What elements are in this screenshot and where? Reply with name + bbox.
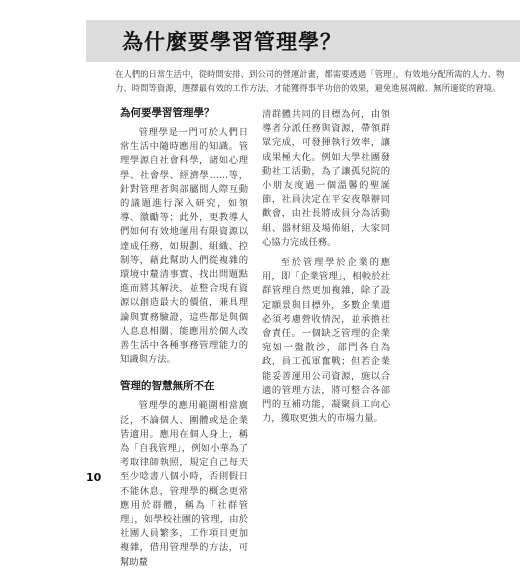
section-heading-why-learn: 為何要學習管理學？ (120, 107, 215, 119)
paragraph-business-management: 至於管理學於企業的應用，即「企業管理」，相較於社群管理自然更加複雜，除了設定願景與目標外，多數企業還必須考慮營收情況，並承擔社會責任。一個缺乏管理的企業宛如一盤散沙，部門各自為政，員工孤軍奮戰；但若企業能妥善運用公司資源，施以合適的管理方法，將可整合各部門的互補功能，凝聚員工向心力，獲取更強大的市場力量。 (262, 257, 390, 425)
intro-paragraph (115, 68, 510, 95)
page-title: 為什麼要學習管理學？ (122, 30, 342, 54)
right-column (262, 108, 390, 426)
paragraph-management-definition: 管理學是一門可於人們日常生活中隨時應用的知識。管理學源自社會科學，諸如心理學、社會學、經濟學……等，針對管理者與部屬間人際互動的議題進行深入研究，如領導、激勵等；此外，更教導人們如何有效地運用有限資源以達成任務，如規劃、組織、控制等，藉此幫助人們從複雜的環境中釐清事實、找出問題點進而將其解決，並整合現有資源以創造最大的價值，兼具理論與實務驗證，這些都是與個人息息相關、能應用於個人改善生活中各種事務管理能力的知識與方法。 (120, 127, 248, 366)
section-heading-wisdom: 管理的智慧無所不在 (120, 380, 215, 393)
intro-text: 在人們的日常生活中，從時間安排、到公司的營運計畫，都需要透過「管理」，有效地分配所需的人力、物力、時間等資源，選擇最有效的工作方法，才能獲得事半功倍的效果，避免進展凋敝、無所適從的窘境。 (115, 69, 505, 93)
page-number: 10 (86, 471, 102, 484)
paragraph-applications: 管理學的應用範圍相當廣泛，不論個人、團體或是企業皆適用。應用在個人身上，稱為「自我管理」，例如小華為了考取律師執照，規定自己每天至少唸書八個小時，否則假日不能休息，管理學的概念更常應用於群體，稱為「社群管理」，如學校社團的管理，由於社團人員繁多，工作項目更加複雜，借用管理學的方法，可幫助釐 (120, 400, 248, 568)
paragraph-group-management: 清群體共同的目標為何，由領導者分派任務與資源，帶領群眾完成，可發揮執行效率，讓成果極大化。例如大學社團發動社工活動，為了讓孤兒院的小朋友度過一個溫馨的聖誕節，社員決定在平安夜舉辦同歡會，由社長將成員分為活動組、器材組及場佈組，大家同心協力完成任務。 (262, 109, 390, 248)
